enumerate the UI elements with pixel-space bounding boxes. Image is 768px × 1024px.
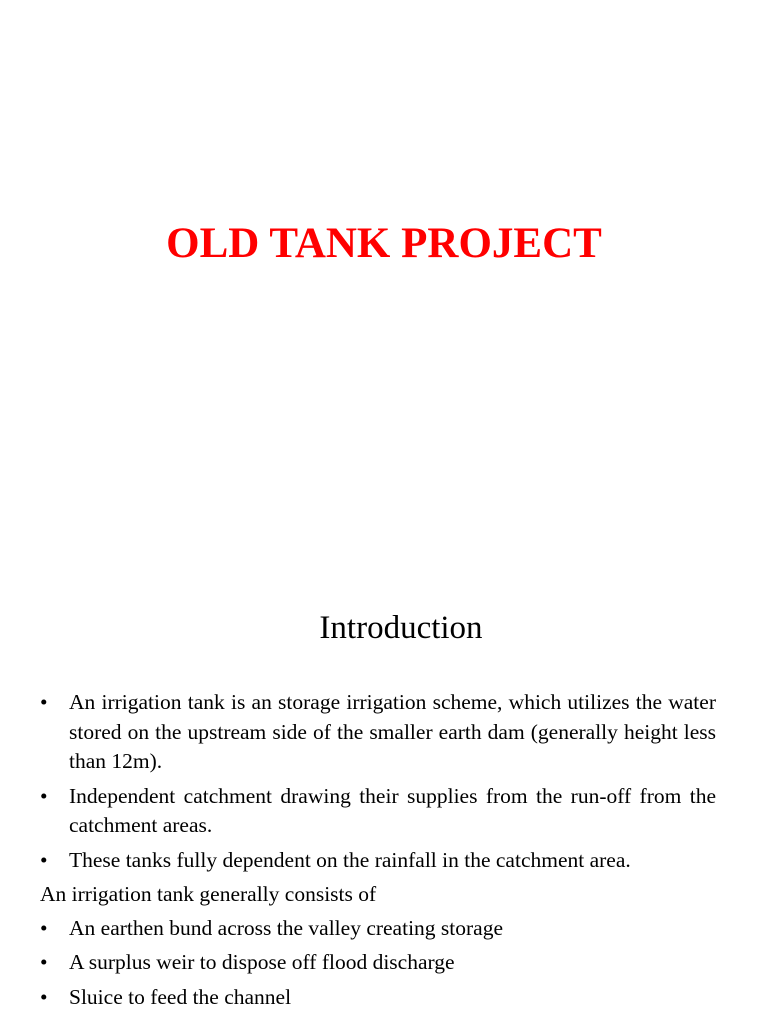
intro-bullet-list xyxy=(40,688,716,875)
component-bullet-list xyxy=(40,914,716,1013)
bullet-icon: • xyxy=(40,783,48,808)
bullet-item xyxy=(40,846,716,876)
bullet-icon: • xyxy=(40,915,48,940)
bullet-text: An irrigation tank is an storage irrigation scheme, which utilizes the water stored on the upstream side of the smaller earth dam (generally height less than 12m). xyxy=(69,690,716,773)
bullet-icon: • xyxy=(40,690,48,714)
bullet-item xyxy=(40,914,716,944)
bullet-text: These tanks fully dependent on the rainfall in the catchment area. xyxy=(69,847,631,872)
bullet-text: An earthen bund across the valley creating storage xyxy=(69,915,504,940)
section-heading: Introduction xyxy=(319,610,483,646)
consists-line: An irrigation tank generally consists of xyxy=(40,882,377,906)
bullet-item xyxy=(40,948,716,978)
bullet-icon: • xyxy=(40,847,48,872)
bullet-text: Sluice to feed the channel xyxy=(69,984,292,1009)
bullet-item xyxy=(40,782,716,841)
slide-title: OLD TANK PROJECT xyxy=(166,220,602,267)
bullet-text: Independent catchment drawing their supplies from the run-off from the catchment areas. xyxy=(69,783,716,837)
bullet-icon: • xyxy=(40,950,48,974)
bullet-text: A surplus weir to dispose off flood discharge xyxy=(69,950,455,974)
bullet-item xyxy=(40,983,716,1013)
bullet-item xyxy=(40,688,716,777)
slide-content xyxy=(40,688,716,1017)
bullet-icon: • xyxy=(40,984,48,1009)
